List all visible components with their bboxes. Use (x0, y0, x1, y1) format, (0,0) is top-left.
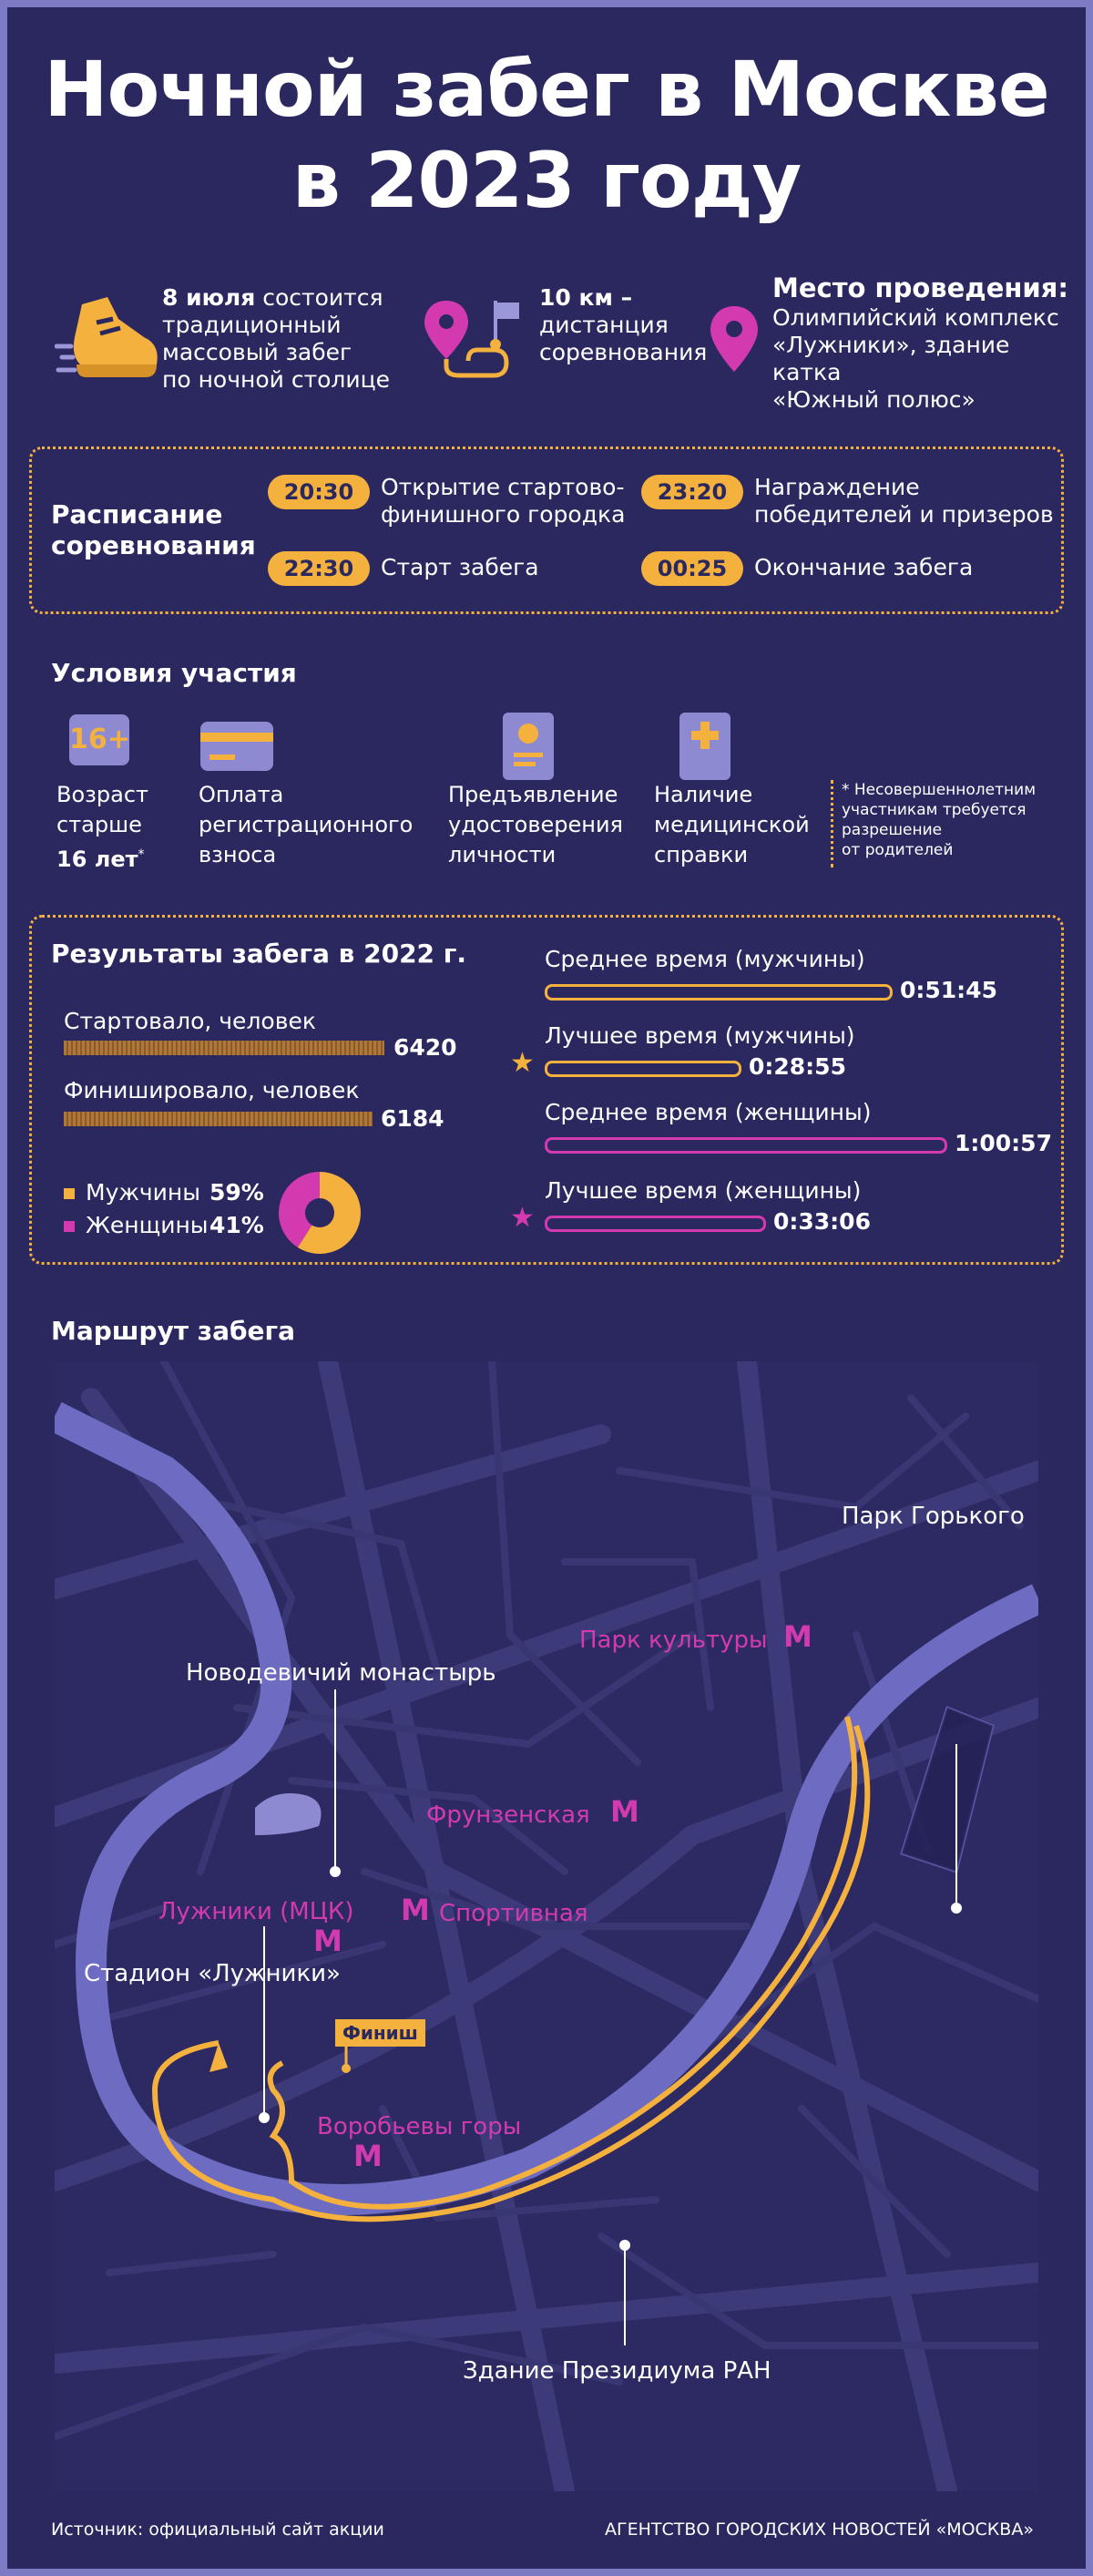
date-line-1: традиционный (162, 312, 342, 338)
women-label: Женщины (86, 1212, 209, 1238)
schedule-title (51, 499, 256, 561)
label-novodevichy: Новодевичий монастырь (186, 1659, 496, 1687)
age-footnote (842, 780, 1051, 860)
age-footnote-mark: * (138, 847, 145, 862)
footnote-line-2: участникам требуется (842, 801, 1027, 819)
location-pin-icon (709, 304, 760, 374)
condition-age-bold: 16 лет (56, 847, 138, 872)
label-frunzenskaya: Фрунзенская (426, 1801, 590, 1829)
finish-marker (342, 2064, 351, 2073)
condition-medical (654, 780, 810, 870)
results-title: Результаты забега в 2022 г. (51, 939, 467, 969)
finished-bar (64, 1112, 373, 1126)
metro-vorobyovy-icon: M (353, 2139, 383, 2173)
best-time-star-icon: ★ (510, 1047, 535, 1079)
date-bold: 8 июля (162, 284, 256, 311)
conditions-title: Условия участия (51, 658, 297, 688)
schedule-event-1 (381, 474, 625, 529)
condition-medical-line-3: справки (654, 842, 749, 867)
condition-age-line-1: Возраст (56, 782, 149, 807)
men-label: Мужчины (86, 1179, 200, 1206)
schedule-time-3: 23:20 (641, 475, 743, 509)
started-label: Стартовало, человек (64, 1008, 316, 1034)
schedule-event-2: Старт забега (381, 554, 539, 580)
condition-id-line-2: удостоверения (448, 812, 623, 837)
label-luzhniki-mck: Лужники (МЦК) (158, 1898, 354, 1925)
schedule-time-1: 20:30 (268, 475, 370, 509)
condition-id (448, 780, 623, 870)
time-bar (545, 1216, 766, 1232)
gender-donut-chart (279, 1172, 361, 1254)
footnote-line-4: от родителей (842, 841, 954, 859)
time-value: 0:33:06 (773, 1208, 871, 1235)
stadium-marker (259, 2112, 270, 2123)
page-title (7, 44, 1086, 226)
women-legend-swatch (64, 1221, 75, 1232)
id-card-icon (503, 713, 554, 780)
condition-age-line-2: старше (56, 812, 142, 837)
women-percent: 41% (209, 1212, 264, 1238)
label-park-gorky: Парк Горького (842, 1503, 1025, 1530)
presidium-marker (619, 2240, 630, 2251)
condition-fee (199, 780, 413, 870)
schedule-title-line-2: соревнования (51, 530, 256, 560)
condition-fee-line-3: взноса (199, 842, 277, 867)
condition-id-line-3: личности (448, 842, 557, 867)
schedule-event-1-line-2: финишного городка (381, 501, 626, 528)
infographic (7, 7, 1086, 2569)
source-note: Источник: официальный сайт акции (51, 2520, 384, 2540)
condition-fee-line-1: Оплата (199, 782, 284, 807)
condition-id-line-1: Предъявление (448, 782, 618, 807)
distance-line-1: дистанция (539, 312, 669, 338)
age-16-icon: 16+ (69, 714, 129, 765)
time-label: Среднее время (женщины) (545, 1099, 872, 1125)
medical-certificate-icon (679, 713, 730, 780)
venue-text (772, 272, 1082, 414)
schedule-event-3-line-1: Награждение (754, 474, 920, 500)
venue-line-1: Олимпийский комплекс (772, 304, 1059, 331)
started-value: 6420 (393, 1034, 457, 1061)
venue-line-3: «Южный полюс» (772, 386, 976, 413)
schedule-title-line-1: Расписание (51, 499, 223, 529)
started-bar (64, 1041, 384, 1055)
agency-credit: АГЕНТСТВО ГОРОДСКИХ НОВОСТЕЙ «МОСКВА» (605, 2520, 1034, 2540)
men-legend-swatch (64, 1188, 75, 1199)
title-line-1: Ночной забег в Москве (44, 45, 1049, 134)
schedule-time-4: 00:25 (641, 551, 743, 586)
bank-card-icon (200, 722, 273, 771)
time-value: 0:51:45 (900, 977, 997, 1003)
distance-line-2: соревнования (539, 339, 708, 365)
route-title: Маршрут забега (51, 1316, 296, 1346)
condition-medical-line-1: Наличие (654, 782, 753, 807)
condition-age (56, 780, 148, 875)
best-time-star-icon: ★ (510, 1202, 535, 1234)
schedule-event-4: Окончание забега (754, 554, 974, 580)
venue-title: Место проведения: (772, 272, 1068, 303)
metro-park-kultury-icon: M (783, 1619, 812, 1654)
footnote-divider (831, 780, 833, 867)
title-line-2: в 2023 году (291, 136, 802, 225)
finished-label: Финишировало, человек (64, 1077, 360, 1103)
label-stadium: Стадион «Лужники» (84, 1960, 341, 1987)
date-text (162, 284, 435, 394)
schedule-event-1-line-1: Открытие стартово- (381, 474, 625, 500)
time-bar (545, 1137, 947, 1154)
metro-frunzenskaya-icon: M (610, 1794, 639, 1829)
metro-luzhniki-mck-icon: M (313, 1924, 342, 1958)
footnote-line-3: разрешение (842, 821, 943, 839)
schedule-event-3 (754, 474, 1054, 529)
date-rest: состоится (255, 284, 383, 311)
sneaker-icon (55, 292, 164, 392)
time-bar (545, 1061, 741, 1077)
schedule-event-3-line-2: победителей и призеров (754, 501, 1054, 528)
men-percent: 59% (209, 1179, 264, 1206)
condition-fee-line-2: регистрационного (199, 812, 414, 837)
novodevichy-marker (330, 1866, 341, 1877)
date-line-3: по ночной столице (162, 366, 391, 393)
finished-value: 6184 (381, 1105, 444, 1132)
schedule-time-2: 22:30 (268, 551, 370, 586)
metro-sportivnaya-icon: M (401, 1893, 430, 1927)
time-value: 0:28:55 (749, 1053, 846, 1080)
distance-text (539, 284, 708, 366)
donut-hole (305, 1198, 334, 1227)
time-label: Лучшее время (мужчины) (545, 1022, 855, 1049)
label-vorobyovy: Воробьевы горы (317, 2113, 522, 2140)
condition-medical-line-2: медицинской (654, 812, 810, 837)
time-bar (545, 984, 893, 1001)
time-label: Среднее время (мужчины) (545, 946, 865, 972)
park-gorky-marker (951, 1903, 962, 1914)
footnote-line-1: * Несовершеннолетним (842, 781, 1037, 799)
label-finish: Финиш (335, 2019, 425, 2047)
distance-bold: 10 км – (539, 284, 633, 311)
label-sportivnaya: Спортивная (439, 1900, 588, 1927)
time-value: 1:00:57 (955, 1130, 1052, 1156)
label-presidium: Здание Президиума РАН (463, 2357, 771, 2385)
venue-line-2: «Лужники», здание катка (772, 332, 1010, 385)
time-label: Лучшее время (женщины) (545, 1177, 862, 1204)
date-line-2: массовый забег (162, 339, 352, 365)
route-flag-icon (423, 297, 532, 397)
label-park-kultury: Парк культуры (579, 1627, 768, 1654)
